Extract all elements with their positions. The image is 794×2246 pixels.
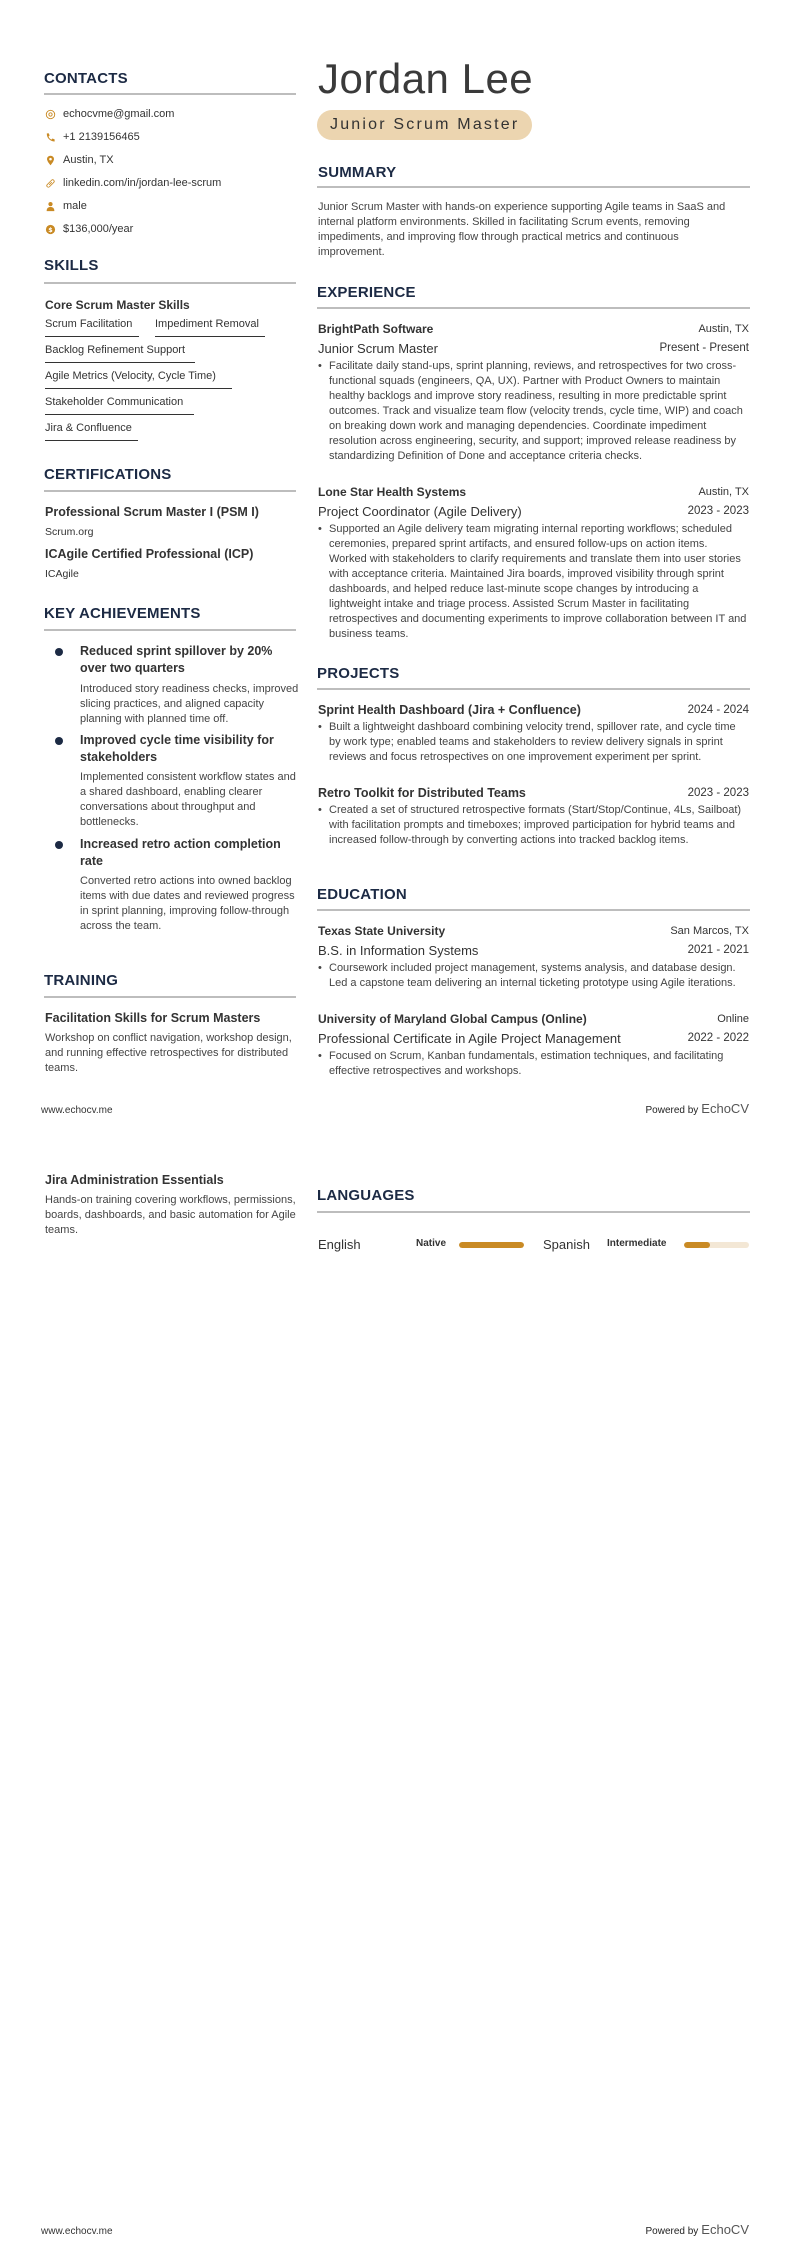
project-name: Sprint Health Dashboard (Jira + Confluence) [318, 703, 581, 717]
candidate-name: Jordan Lee [318, 55, 534, 102]
company-name: BrightPath Software [318, 322, 434, 336]
job-description: • Facilitate daily stand-ups, sprint planning, reviews, and retrospectives for two cross-functional squads (engineers, QA, UX). Partner with Product Owners to maintain healthy backlogs and improve story readiness, resulting in more predictable sprint outcomes. Track and visualize team flow (velocity trends, cycle time, WIP) and coach on breaking down work and managing dependencies. Coordinate impediment resolution across engineering, security, and support; improved release readiness by standardizing Definition of Done and acceptance criteria checks. [318, 359, 748, 464]
achievement-title: Improved cycle time visibility for stakeholders [80, 733, 274, 764]
website-link[interactable]: www.echocv.me [41, 1105, 113, 1116]
achievement-desc: Introduced story readiness checks, improved slicing practices, and aligned capacity planning with planned time off. [80, 683, 299, 725]
skill-tag: Backlog Refinement Support [45, 344, 195, 363]
certification-name: ICAgile Certified Professional (ICP) [45, 547, 254, 561]
powered-by [645, 2222, 749, 2237]
phone-icon [44, 131, 56, 143]
language-proficiency-fill [459, 1242, 524, 1248]
contact-email-value: echocvme@gmail.com [63, 108, 175, 120]
experience-heading: EXPERIENCE [317, 284, 416, 301]
education-dates: 2022 - 2022 [687, 1032, 749, 1044]
contact-linkedin[interactable] [44, 175, 221, 191]
at-icon [44, 108, 56, 120]
brand-name[interactable]: EchoCV [701, 1101, 749, 1116]
school-name: Texas State University [318, 924, 446, 938]
section-divider [44, 996, 296, 998]
project-description: • Created a set of structured retrospective formats (Start/Stop/Continue, 4Ls, Sailboat) with facilitation prompts and timeboxes; improved participation for hybrid teams and increased follow-through by converting actions into tracked backlog items. [318, 803, 748, 848]
language-proficiency-bar [459, 1242, 524, 1248]
powered-by-label: Powered by [645, 1105, 699, 1116]
contact-phone[interactable] [44, 129, 140, 145]
skill-tag: Scrum Facilitation [45, 318, 139, 337]
training-desc: Hands-on training covering workflows, permissions, boards, dashboards, and basic automation for Agile teams. [45, 1194, 296, 1236]
brand-name[interactable]: EchoCV [701, 2222, 749, 2237]
section-divider [317, 1211, 750, 1213]
certifications-heading: CERTIFICATIONS [44, 466, 172, 483]
skill-tag: Jira & Confluence [45, 422, 138, 441]
bullet-icon [55, 737, 63, 745]
achievement-title: Reduced sprint spillover by 20% over two quarters [80, 644, 273, 675]
project-name: Retro Toolkit for Distributed Teams [318, 786, 526, 800]
section-divider [44, 93, 296, 95]
summary-text: Junior Scrum Master with hands-on experience supporting Agile teams in SaaS and internal platform environments. Skilled in facilitating Scrum events, removing impediments, and improving flow through practical metrics and continuous improvement. [318, 201, 726, 258]
school-location: Online [717, 1013, 749, 1025]
skills-heading: SKILLS [44, 257, 99, 274]
section-divider [317, 909, 750, 911]
section-divider [44, 282, 296, 284]
dollar-coin-icon [44, 223, 56, 235]
bullet-icon [55, 648, 63, 656]
language-level: Native [416, 1238, 447, 1249]
contact-location [44, 152, 114, 168]
svg-text:$: $ [47, 225, 53, 234]
project-dates: 2024 - 2024 [687, 704, 749, 716]
powered-by-label: Powered by [645, 2226, 699, 2237]
section-divider [317, 307, 750, 309]
language-name: English [318, 1237, 361, 1252]
achievement-title: Increased retro action completion rate [80, 837, 281, 868]
certification-org: Scrum.org [45, 526, 94, 538]
education-dates: 2021 - 2021 [687, 944, 749, 956]
contact-gender-value: male [63, 200, 87, 212]
project-description: • Built a lightweight dashboard combining velocity trend, spillover rate, and cycle time by work type; enabled teams and stakeholders to review delivery signals in sprint reviews and focus retrospectives on one improvement experiment per sprint. [318, 720, 748, 765]
education-description: • Focused on Scrum, Kanban fundamentals, estimation techniques, and facilitating effective retrospectives and workshops. [318, 1049, 748, 1079]
company-location: Austin, TX [698, 323, 749, 335]
training-heading: TRAINING [44, 972, 119, 989]
contact-email[interactable] [44, 106, 174, 122]
job-dates: 2023 - 2023 [687, 505, 749, 517]
language-proficiency-bar [684, 1242, 749, 1248]
certification-name: Professional Scrum Master I (PSM I) [45, 505, 259, 519]
languages-heading: LANGUAGES [317, 1187, 415, 1204]
language-name: Spanish [543, 1237, 590, 1252]
company-location: Austin, TX [698, 486, 749, 498]
section-divider [317, 186, 750, 188]
location-pin-icon [44, 154, 56, 166]
achievement-desc: Implemented consistent workflow states and a shared dashboard, enabling clearer conversations about throughput and bottlenecks. [80, 771, 296, 828]
job-dates: Present - Present [659, 342, 749, 354]
language-proficiency-fill [684, 1242, 710, 1248]
contact-salary-value: $136,000/year [63, 223, 134, 235]
contact-salary [44, 221, 133, 237]
education-description: • Coursework included project management, systems analysis, and database design. Led a capstone team delivering an internal ticketing prototype using Agile iterations. [318, 961, 748, 991]
school-location: San Marcos, TX [670, 925, 749, 937]
link-icon [44, 177, 56, 189]
skill-category: Core Scrum Master Skills [45, 298, 190, 312]
school-name: University of Maryland Global Campus (Online) [318, 1012, 587, 1026]
website-link[interactable]: www.echocv.me [41, 2226, 113, 2237]
section-divider [317, 688, 750, 690]
powered-by [645, 1101, 749, 1116]
skill-tag: Impediment Removal [155, 318, 265, 337]
person-icon [44, 200, 56, 212]
training-desc: Workshop on conflict navigation, workshop design, and running effective retrospectives for distributed teams. [45, 1032, 292, 1074]
degree-name: Professional Certificate in Agile Project Management [318, 1031, 621, 1046]
summary-heading: SUMMARY [318, 164, 397, 181]
certification-org: ICAgile [45, 568, 79, 580]
job-title-badge [317, 110, 532, 140]
job-description: • Supported an Agile delivery team migrating internal reporting workflows; scheduled ceremonies, prepared sprint artifacts, and ensured follow-ups on action items. Worked with stakeholders to clarify requirements and translate them into user stories with acceptance criteria. Maintained Jira boards, improved visibility through sprint dashboards, and helped reduce last-minute scope changes by introducing a lightweight intake and triage process. Assisted Scrum Master in facilitating retrospectives and documenting experiments to improve collaboration between IT and business teams. [318, 522, 748, 642]
company-name: Lone Star Health Systems [318, 485, 467, 499]
training-title: Jira Administration Essentials [45, 1173, 224, 1187]
contact-linkedin-value: linkedin.com/in/jordan-lee-scrum [63, 177, 222, 189]
education-heading: EDUCATION [317, 886, 407, 903]
job-role: Junior Scrum Master [318, 341, 438, 356]
projects-heading: PROJECTS [317, 665, 400, 682]
job-title: Junior Scrum Master [330, 116, 520, 133]
achievements-heading: KEY ACHIEVEMENTS [44, 605, 201, 622]
bullet-icon [55, 841, 63, 849]
job-role: Project Coordinator (Agile Delivery) [318, 504, 522, 519]
degree-name: B.S. in Information Systems [318, 943, 479, 958]
language-level: Intermediate [607, 1238, 667, 1249]
section-divider [44, 490, 296, 492]
contacts-heading: CONTACTS [44, 70, 128, 87]
training-title: Facilitation Skills for Scrum Masters [45, 1011, 261, 1025]
project-dates: 2023 - 2023 [687, 787, 749, 799]
contact-location-value: Austin, TX [63, 154, 114, 166]
skill-tag: Stakeholder Communication [45, 396, 194, 415]
contact-phone-value: +1 2139156465 [63, 131, 140, 143]
contact-gender [44, 198, 87, 214]
section-divider [44, 629, 296, 631]
skill-tag: Agile Metrics (Velocity, Cycle Time) [45, 370, 232, 389]
achievement-desc: Converted retro actions into owned backlog items with due dates and reviewed progress in sprint planning, improving follow-through across the team. [80, 875, 295, 932]
